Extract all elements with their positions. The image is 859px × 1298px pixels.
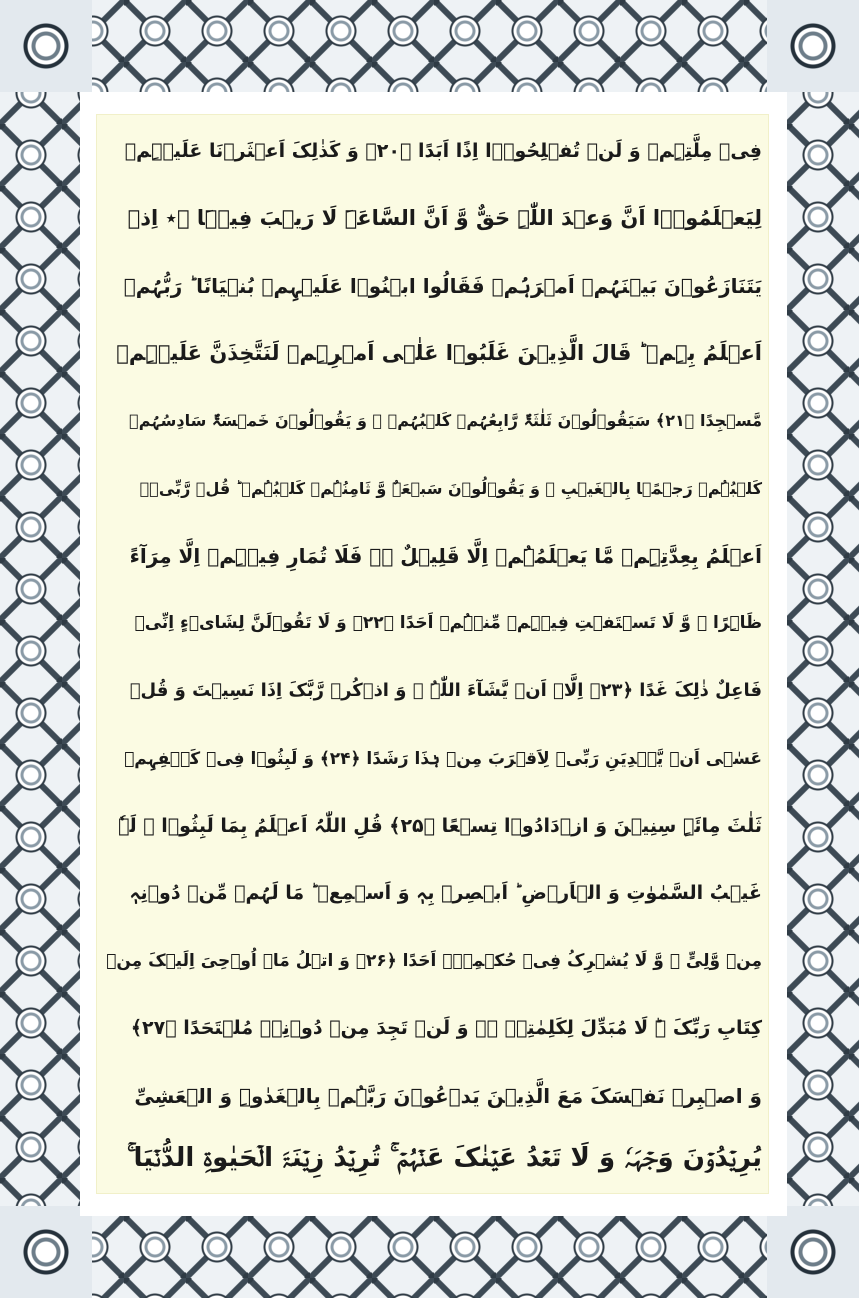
text-line-10: عَسٰۤی اَنۡ یَّہۡدِیَنِ رَبِّیۡ لِاَقۡرَبَ مِنۡ ہٰذَا رَشَدًا ﴿۲۴﴾ وَ لَبِثُوۡا فِیۡ کَہۡفِہِمۡ	[124, 748, 762, 769]
text-line-2: لِیَعۡلَمُوۡۤا اَنَّ وَعۡدَ اللّٰہِ حَقٌّ وَّ اَنَّ السَّاعَۃَ لَا رَیۡبَ فِیۡہَا ۚ٭ اِذۡ	[127, 206, 762, 231]
text-line-7: اَعۡلَمُ بِعِدَّتِہِمۡ مَّا یَعۡلَمُہُمۡ اِلَّا قَلِیۡلٌ ۬۟ فَلَا تُمَارِ فِیۡہِمۡ اِلَّا مِرَآءً	[129, 543, 762, 568]
text-line-13: مِنۡ وَّلِیٍّ ۫ وَّ لَا یُشۡرِکُ فِیۡ حُکۡمِہٖۤ اَحَدًا ﴿۲۶﴾ وَ اتۡلُ مَاۤ اُوۡحِیَ اِلَیۡکَ مِنۡ	[106, 951, 762, 972]
text-line-4: اَعۡلَمُ بِہِمۡ ؕ قَالَ الَّذِیۡنَ غَلَبُوۡا عَلٰۤی اَمۡرِہِمۡ لَنَتَّخِذَنَّ عَلَیۡہِمۡ	[116, 341, 762, 366]
text-line-6: کَلۡبُہُمۡ رَجۡمًۢا بِالۡغَیۡبِ ۚ وَ یَقُوۡلُوۡنَ سَبۡعَۃٌ وَّ ثَامِنُہُمۡ کَلۡبُہُمۡ ؕ قُلۡ رَّبِّیۡۤ	[139, 478, 762, 498]
text-line-14: کِتَابِ رَبِّکَ ۚؕ لَا مُبَدِّلَ لِکَلِمٰتِہٖ ۚ۟ وَ لَنۡ تَجِدَ مِنۡ دُوۡنِہٖ مُلۡتَحَدًا ﴿۲۷﴾	[130, 1017, 762, 1040]
corner-ornament-icon	[0, 1206, 92, 1298]
right-ornamental-border	[787, 0, 859, 1298]
text-line-9: فَاعِلٌ ذٰلِکَ غَدًا ﴿۲۳﴾ اِلَّاۤ اَنۡ یَّشَآءَ اللّٰہُ ۫ وَ اذۡکُرۡ رَّبَّکَ اِذَا نَسِیۡتَ وَ قُلۡ	[129, 680, 762, 702]
text-line-16: یُرِیۡدُوۡنَ وَجۡہَہٗ وَ لَا تَعۡدُ عَیۡنٰکَ عَنۡہُمۡ ۚ تُرِیۡدُ زِیۡنَۃَ الۡحَیٰوۃِ الدُّنۡیَا ۚ	[126, 1143, 762, 1174]
text-line-1: فِیۡ مِلَّتِہِمۡ وَ لَنۡ تُفۡلِحُوۡۤا اِذًا اَبَدًا ﴿۲۰﴾ وَ کَذٰلِکَ اَعۡثَرۡنَا عَلَیۡہِمۡ	[124, 139, 762, 162]
left-ornamental-border	[0, 0, 80, 1298]
top-ornamental-border	[0, 0, 859, 92]
corner-ornament-icon	[767, 1206, 859, 1298]
text-line-11: ثَلٰثَ مِائَۃٍ سِنِیۡنَ وَ ازۡدَادُوۡا تِسۡعًا ﴿۲۵﴾ قُلِ اللّٰہُ اَعۡلَمُ بِمَا لَبِثُوۡا ۚ لَہٗ	[118, 814, 762, 837]
text-panel	[96, 114, 769, 1194]
corner-ornament-icon	[767, 0, 859, 92]
text-line-3: یَتَنَازَعُوۡنَ بَیۡنَہُمۡ اَمۡرَہُمۡ فَقَالُوا ابۡنُوۡا عَلَیۡہِمۡ بُنۡیَانًا ؕ رَبُّہُمۡ	[123, 273, 762, 298]
text-line-12: غَیۡبُ السَّمٰوٰتِ وَ الۡاَرۡضِ ؕ اَبۡصِرۡ بِہٖ وَ اَسۡمِعۡ ؕ مَا لَہُمۡ مِّنۡ دُوۡنِہٖ	[129, 882, 762, 905]
text-line-8: ظَاہِرًا ۪ وَّ لَا تَسۡتَفۡتِ فِیۡہِمۡ مِّنۡہُمۡ اَحَدًا ﴿۲۲﴾ وَ لَا تَقُوۡلَنَّ لِشَایۡءٍ اِنِّیۡ	[134, 613, 762, 634]
bottom-ornamental-border	[0, 1216, 859, 1298]
text-line-5: مَّسۡجِدًا ﴿۲۱﴾ سَیَقُوۡلُوۡنَ ثَلٰثَۃٌ رَّابِعُہُمۡ کَلۡبُہُمۡ ۚ وَ یَقُوۡلُوۡنَ خَمۡسَۃٌ سَادِسُہُمۡ	[129, 411, 762, 431]
corner-ornament-icon	[0, 0, 92, 92]
text-line-15: وَ اصۡبِرۡ نَفۡسَکَ مَعَ الَّذِیۡنَ یَدۡعُوۡنَ رَبَّہُمۡ بِالۡغَدٰوۃِ وَ الۡعَشِیِّ	[134, 1083, 762, 1108]
